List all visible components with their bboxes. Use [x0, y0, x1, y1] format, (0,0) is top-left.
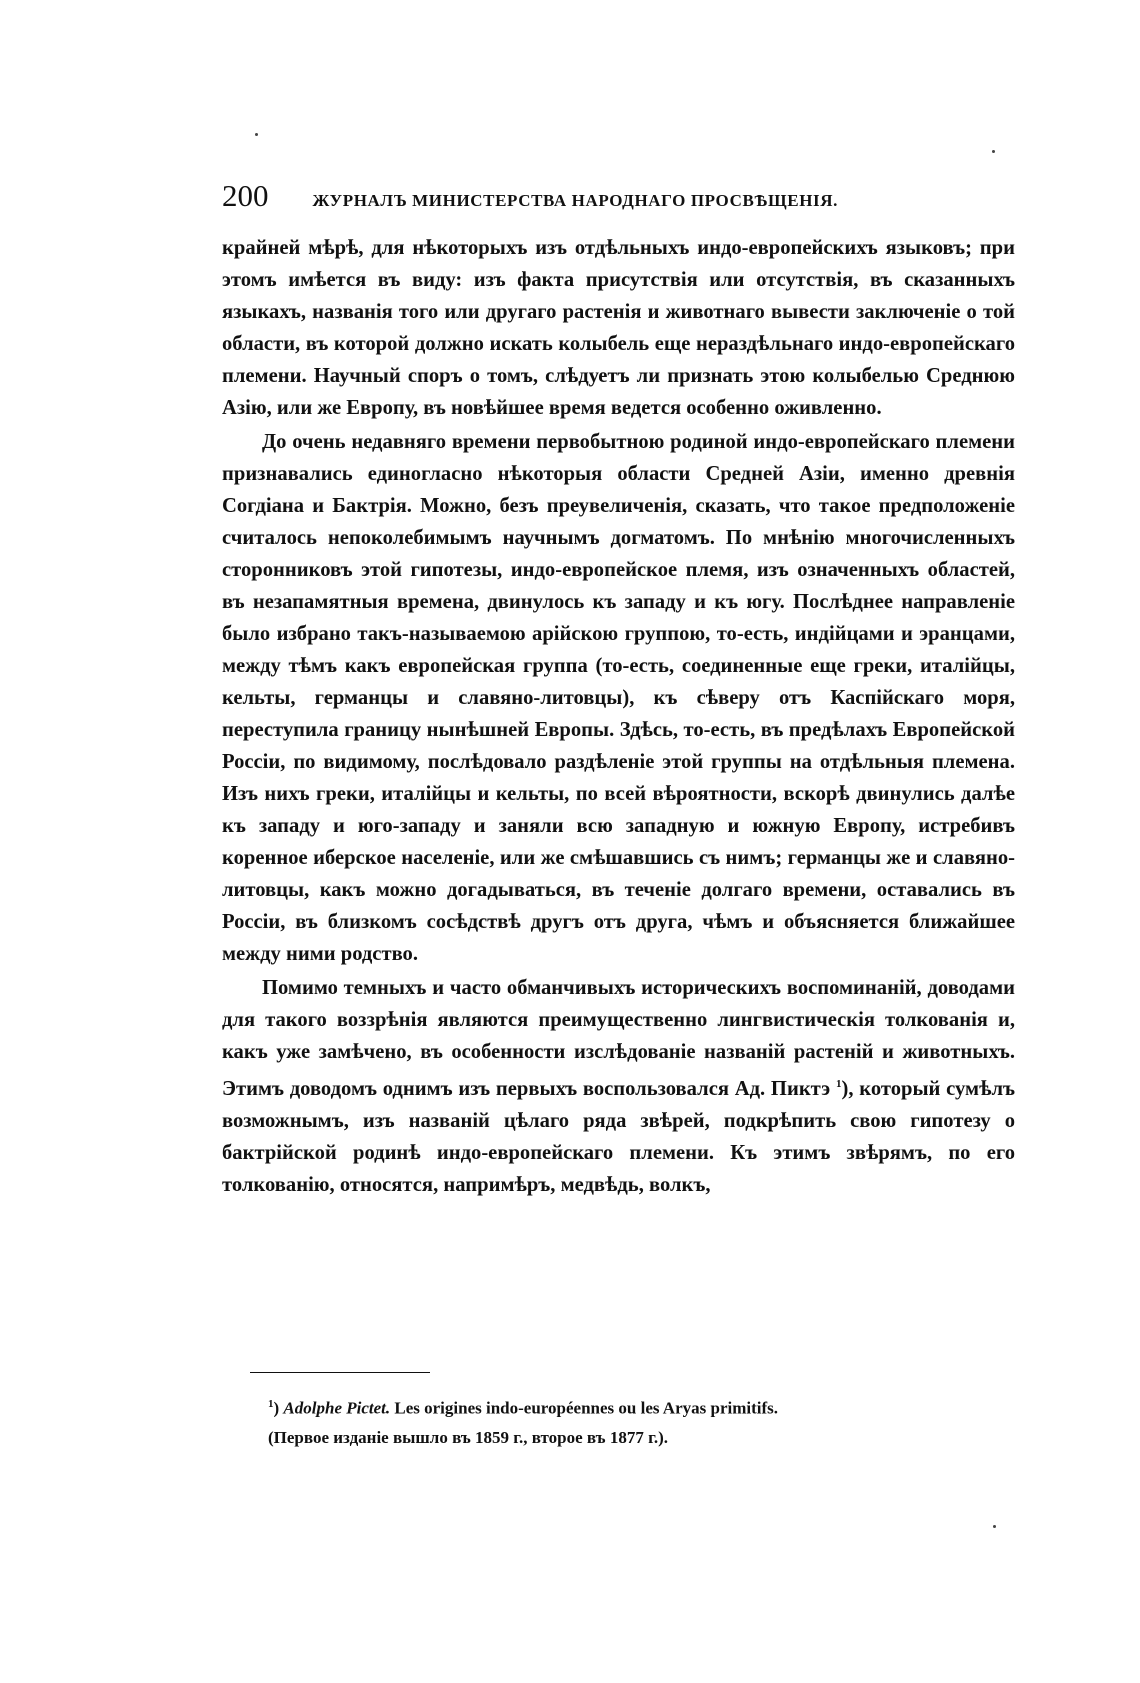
paragraph-3-text-b: ), который сумѣлъ возможнымъ, изъ названій цѣлаго ряда звѣрей, подкрѣпить свою гипотезу о бактрійской родинѣ индо-европейскаго племени. Къ этимъ звѣрямъ, по его толкованію, относятся, напримѣръ, медвѣдь, волкъ, — [222, 1077, 1015, 1196]
footnote-1-line-2: (Первое изданіе вышло въ 1859 г., второе въ 1877 г.). — [268, 1427, 669, 1447]
footnote-marker: 1 — [268, 1398, 274, 1410]
footnote-divider — [250, 1372, 430, 1373]
main-text — [222, 232, 1015, 1201]
scan-speck — [993, 1525, 996, 1528]
paragraph-1: крайней мѣрѣ, для нѣкоторыхъ изъ отдѣльныхъ индо-европейскихъ языковъ; при этомъ имѣется въ виду: изъ факта присутствія или отсутствія, въ сказанныхъ языкахъ, названія того или другаго растенія и животнаго вывести заключеніе о той области, въ которой должно искать колыбель еще нераздѣльнаго индо-европейскаго племени. Научный споръ о томъ, слѣдуетъ ли признать этою колыбелью Среднюю Азію, или же Европу, въ новѣйшее время ведется особенно оживленно. — [222, 237, 1015, 419]
page-number: 200 — [222, 178, 269, 213]
scan-speck — [255, 133, 258, 136]
running-title: ЖУРНАЛЪ МИНИСТЕРСТВА НАРОДНАГО ПРОСВѢЩЕНІЯ. — [312, 191, 838, 210]
footnote-title: Les origines indo-européennes ou les Aryas primitifs. — [394, 1398, 779, 1418]
footnotes — [268, 1390, 1013, 1452]
paragraph-2: До очень недавняго времени первобытною родиной индо-европейскаго племени признавались единогласно нѣкоторыя области Средней Азіи, именно древнія Согдіана и Бактрія. Можно, безъ преувеличенія, сказать, что такое предположеніе считалось непоколебимымъ научнымъ догматомъ. По мнѣнію многочисленныхъ сторонниковъ этой гипотезы, индо-европейское племя, изъ означенныхъ областей, въ незапамятныя времена, двинулось къ западу и къ югу. Послѣднее направленіе было избрано такъ-называемою арійскою группою, то-есть, индійцами и эранцами, между тѣмъ какъ европейская группа (то-есть, соединенные еще греки, италійцы, кельты, германцы и славяно-литовцы), къ сѣверу отъ Каспійскаго моря, переступила границу нынѣшней Европы. Здѣсь, то-есть, въ предѣлахъ Европейской Россіи, по видимому, послѣдовало раздѣленіе этой группы на отдѣльныя племена. Изъ нихъ греки, италійцы и кельты, по всей вѣроятности, вскорѣ двинулись далѣе къ западу и юго-западу и заняли всю западную и южную Европу, истребивъ коренное иберское населеніе, или же смѣшавшись съ нимъ; германцы же и славяно-литовцы, какъ можно догадываться, въ теченіе долгаго времени, оставались въ Россіи, въ близкомъ сосѣдствѣ другъ отъ друга, чѣмъ и объясняется ближайшее между ними родство. — [222, 431, 1015, 965]
footnote-author: Adolphe Pictet. — [283, 1398, 391, 1418]
paragraph-3-text-a: Помимо темныхъ и часто обманчивыхъ историческихъ воспоминаній, доводами для такого воззрѣнія являются преимущественно лингвистическія толкованія и, какъ уже замѣчено, въ особенности изслѣдованіе названій растеній и животныхъ. Этимъ доводомъ однимъ изъ первыхъ воспользовался Ад. Пиктэ — [222, 977, 1015, 1100]
paragraph-3 — [222, 972, 1015, 1201]
page-header — [222, 178, 1012, 214]
scan-speck — [992, 150, 995, 153]
footnote-1: $^1$) Adolphe Pictet. Les origines indo-européennes ou les Aryas primitifs. — [268, 1398, 779, 1418]
footnote-reference[interactable]: 1 — [835, 1078, 842, 1090]
